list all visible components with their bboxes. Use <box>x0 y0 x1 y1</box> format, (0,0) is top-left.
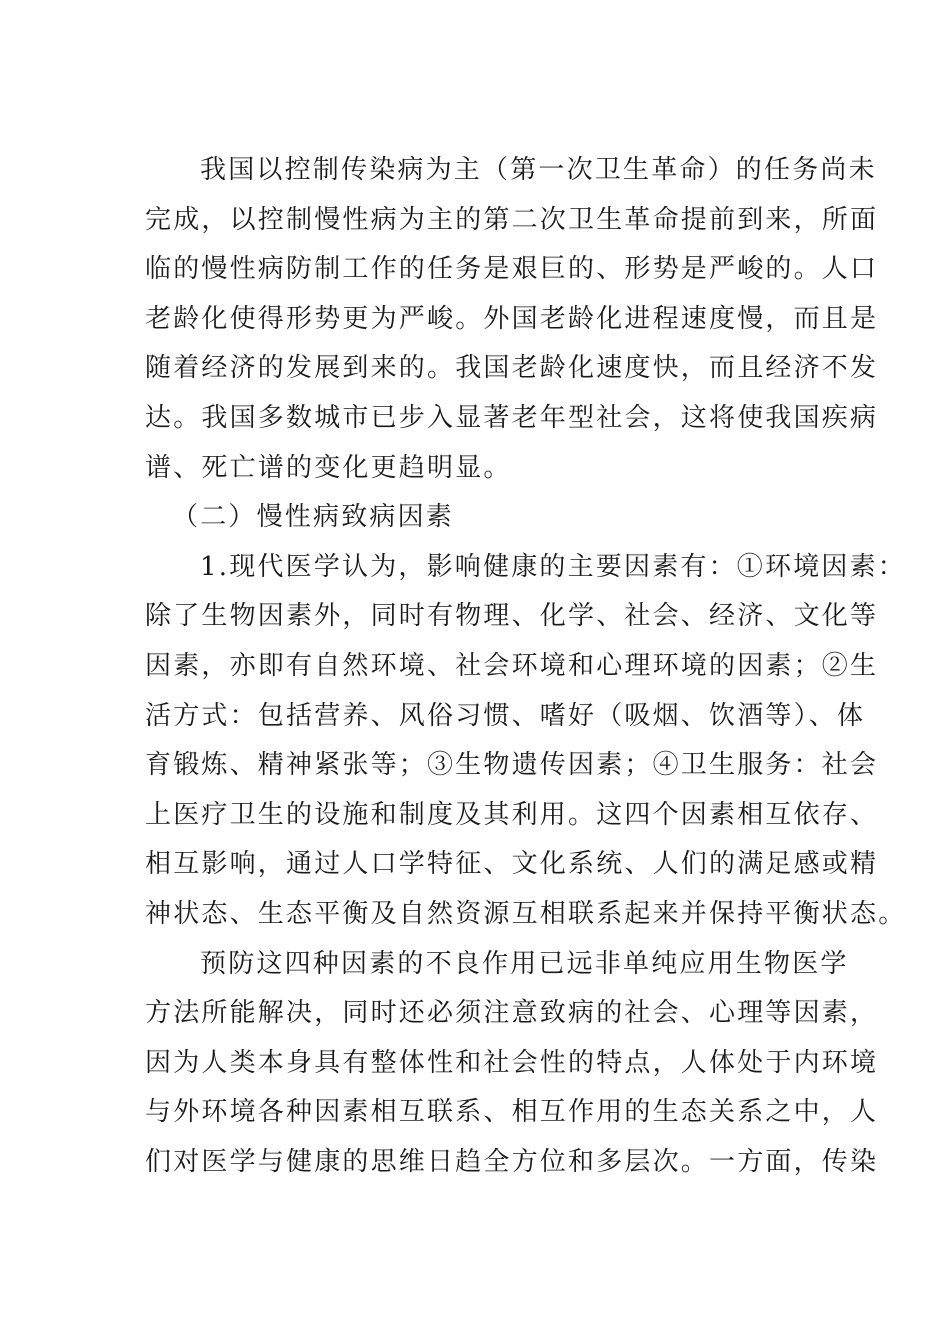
paragraph-line: 老龄化使得形势更为严峻。外国老龄化进程速度慢，而且是 <box>145 303 879 334</box>
paragraph-line: 临的慢性病防制工作的任务是艰巨的、形势是严峻的。人口 <box>145 254 879 285</box>
document-body <box>145 146 907 1187</box>
paragraph-line: 因为人类本身具有整体性和社会性的特点，人体处于内环境 <box>145 1047 879 1078</box>
section-heading: （二）慢性病致病因素 <box>172 502 455 533</box>
paragraph-2 <box>145 543 907 940</box>
paragraph-line: 育锻炼、精神紧张等；③生物遗传因素；④卫生服务：社会 <box>145 750 879 781</box>
paragraph-line: 预防这四种因素的不良作用已远非单纯应用生物医学 <box>200 948 849 979</box>
paragraph-line: 与外环境各种因素相互联系、相互作用的生态关系之中，人 <box>145 1097 879 1128</box>
paragraph-line: 1.现代医学认为，影响健康的主要因素有：①环境因素： <box>200 551 907 582</box>
paragraph-line: 方法所能解决，同时还必须注意致病的社会、心理等因素， <box>145 998 879 1029</box>
paragraph-line: 因素，亦即有自然环境、社会环境和心理环境的因素；②生 <box>145 650 879 681</box>
paragraph-line: 我国以控制传染病为主（第一次卫生革命）的任务尚未 <box>200 155 877 185</box>
paragraph-1 <box>145 146 879 493</box>
paragraph-line: 除了生物因素外，同时有物理、化学、社会、经济、文化等 <box>145 601 879 632</box>
paragraph-line: 达。我国多数城市已步入显著老年型社会，这将使我国疾病 <box>145 402 879 433</box>
paragraph-line: 活方式：包括营养、风俗习惯、嗜好（吸烟、饮酒等）、体 <box>145 700 866 731</box>
paragraph-line: 相互影响，通过人口学特征、文化系统、人们的满足感或精 <box>145 849 879 880</box>
paragraph-line: 们对医学与健康的思维日趋全方位和多层次。一方面，传染 <box>145 1146 879 1177</box>
paragraph-line: 随着经济的发展到来的。我国老龄化速度快，而且经济不发 <box>145 353 879 384</box>
paragraph-line: 谱、死亡谱的变化更趋明显。 <box>145 452 512 483</box>
paragraph-3 <box>145 940 879 1188</box>
paragraph-line: 完成，以控制慢性病为主的第二次卫生革命提前到来，所面 <box>145 204 879 235</box>
paragraph-line: 神状态、生态平衡及自然资源互相联系起来并保持平衡状态。 <box>145 898 907 929</box>
paragraph-line: 上医疗卫生的设施和制度及其利用。这四个因素相互依存、 <box>145 799 879 830</box>
